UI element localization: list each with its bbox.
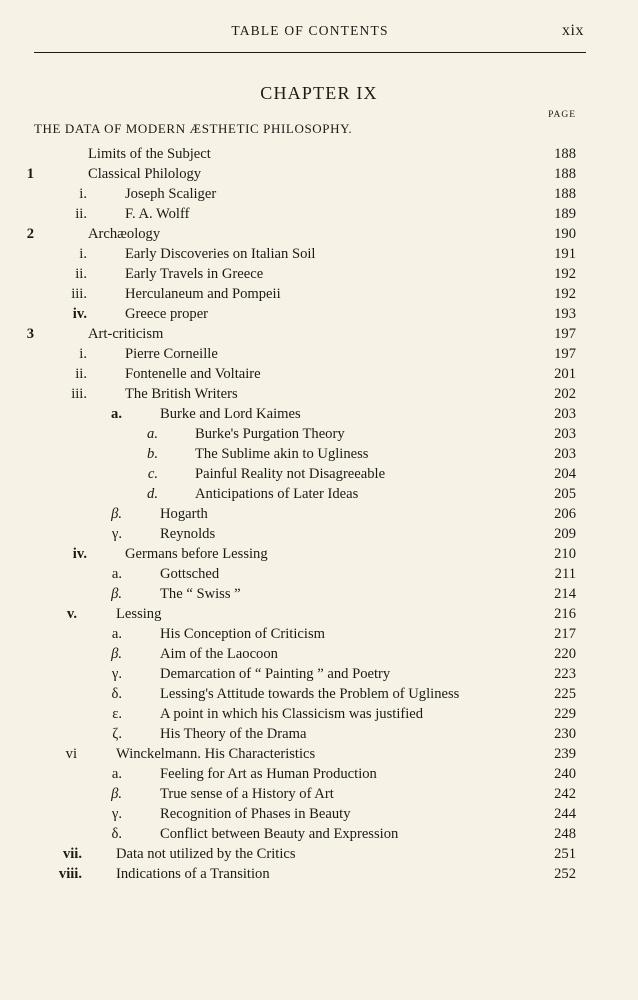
toc-entry (0, 664, 638, 684)
toc-entry (0, 644, 638, 664)
toc-entry-page: 214 (554, 586, 576, 602)
toc-entry-number: β. (111, 506, 122, 522)
toc-entry-number: β. (111, 586, 122, 602)
toc-entry-page: 211 (554, 566, 576, 582)
toc-entry (0, 464, 638, 484)
toc-entry-page: 240 (554, 766, 576, 782)
toc-entry-title: Classical Philology (88, 166, 202, 182)
toc-entry-number: 1 (26, 166, 34, 182)
toc-entry-title: Joseph Scaliger (125, 186, 217, 202)
toc-entry-page: 191 (554, 246, 576, 262)
toc-entry-number: iii. (71, 386, 87, 402)
toc-entry-title: Painful Reality not Disagreeable (195, 466, 386, 482)
toc-entry-title: Demarcation of “ Painting ” and Poetry (160, 666, 391, 682)
toc-entry-page: 248 (554, 826, 576, 842)
toc-entry-title: True sense of a History of Art (160, 786, 334, 802)
toc-entry-page: 188 (554, 166, 576, 182)
toc-entry-number: δ. (111, 686, 122, 702)
toc-entry-title: Early Discoveries on Italian Soil (125, 246, 316, 262)
toc-entry (0, 724, 638, 744)
toc-entry-number: b. (147, 446, 158, 462)
toc-entry-title: Pierre Corneille (125, 346, 218, 362)
toc-entry-title: Recognition of Phases in Beauty (160, 806, 351, 822)
toc-entry (0, 304, 638, 324)
toc-entry (0, 144, 638, 164)
toc-entry-title: Burke and Lord Kaimes (160, 406, 301, 422)
toc-entry-page: 203 (554, 406, 576, 422)
toc-entry-title: Data not utilized by the Critics (116, 846, 296, 862)
toc-entry-page: 190 (554, 226, 576, 242)
toc-entry (0, 584, 638, 604)
toc-entry-page: 203 (554, 426, 576, 442)
toc-entry-page: 197 (554, 326, 576, 342)
toc-entry-number: iii. (71, 286, 87, 302)
toc-entry-title: Hogarth (160, 506, 208, 522)
toc-entry-number: γ. (111, 666, 122, 682)
toc-entry-title: The “ Swiss ” (160, 586, 241, 602)
toc-entry-page: 230 (554, 726, 576, 742)
toc-entry (0, 164, 638, 184)
toc-entry (0, 364, 638, 384)
toc-entry-page: 193 (554, 306, 576, 322)
toc-entry (0, 484, 638, 504)
header-rule (34, 52, 586, 53)
toc-entry-title: Indications of a Transition (116, 866, 270, 882)
toc-entry-number: ε. (112, 706, 122, 722)
toc-entry-number: β. (111, 786, 122, 802)
toc-entry-number: c. (147, 466, 158, 482)
toc-entry-page: 192 (554, 286, 576, 302)
toc-entry (0, 504, 638, 524)
toc-entry-number: i. (79, 246, 87, 262)
toc-entry-page: 252 (554, 866, 576, 882)
toc-entry-title: His Theory of the Drama (160, 726, 307, 742)
toc-entry (0, 264, 638, 284)
toc-entry (0, 544, 638, 564)
toc-entry (0, 624, 638, 644)
toc-entry-page: 216 (554, 606, 576, 622)
toc-entry (0, 804, 638, 824)
toc-entry (0, 184, 638, 204)
toc-entry-page: 225 (554, 686, 576, 702)
toc-entry-page: 210 (554, 546, 576, 562)
page-number: xix (562, 22, 584, 39)
toc-entry-page: 205 (554, 486, 576, 502)
toc-entry-page: 217 (554, 626, 576, 642)
toc-entry-number: 2 (26, 226, 34, 242)
toc-entry-title: Reynolds (160, 526, 216, 542)
toc-entry-title: F. A. Wolff (125, 206, 190, 222)
toc-entry-number: d. (147, 486, 158, 502)
toc-entry-page: 204 (554, 466, 576, 482)
toc-entry-title: Lessing (116, 606, 162, 622)
toc-entry-number: ii. (75, 206, 87, 222)
toc-entry-number: vi (65, 746, 77, 762)
toc-entry (0, 684, 638, 704)
toc-entry-number: a. (147, 426, 158, 442)
toc-entry-page: 202 (554, 386, 576, 402)
toc-entry-number: a. (111, 566, 122, 582)
toc-entry-title: Burke's Purgation Theory (195, 426, 345, 442)
page-column-label: PAGE (548, 110, 576, 120)
toc-entry-page: 229 (554, 706, 576, 722)
toc-entry (0, 204, 638, 224)
toc-entry-number: ii. (75, 366, 87, 382)
toc-entry-title: Art-criticism (88, 326, 164, 342)
toc-entry-number: viii. (58, 866, 82, 882)
toc-entry-title: Winckelmann. His Characteristics (116, 746, 316, 762)
toc-entry-page: 188 (554, 146, 576, 162)
running-title: TABLE OF CONTENTS (231, 23, 389, 38)
toc-entry (0, 244, 638, 264)
toc-entry-title: Conflict between Beauty and Expression (160, 826, 399, 842)
toc-entry (0, 744, 638, 764)
toc-entry (0, 444, 638, 464)
toc-entry-number: a. (111, 766, 122, 782)
toc-entry-page: 242 (554, 786, 576, 802)
toc-entry-number: β. (111, 646, 122, 662)
toc-entry-page: 201 (554, 366, 576, 382)
toc-entry (0, 524, 638, 544)
toc-entry-number: a. (111, 406, 122, 422)
toc-entry-title: The British Writers (125, 386, 238, 402)
toc-entry-title: Limits of the Subject (88, 146, 211, 162)
toc-entry-number: a. (111, 626, 122, 642)
toc-entry-page: 192 (554, 266, 576, 282)
toc-entry (0, 224, 638, 244)
toc-entry-page: 197 (554, 346, 576, 362)
toc-entry-page: 206 (554, 506, 576, 522)
toc-entry (0, 564, 638, 584)
toc-entry-page: 189 (554, 206, 576, 222)
toc-entry (0, 784, 638, 804)
toc-entry-number: iv. (72, 306, 87, 322)
toc-entry-number: γ. (111, 526, 122, 542)
toc-entry (0, 844, 638, 864)
toc-entry (0, 424, 638, 444)
toc-entry-number: iv. (72, 546, 87, 562)
toc-entry (0, 824, 638, 844)
toc-entry-number: γ. (111, 806, 122, 822)
toc-entry-title: Fontenelle and Voltaire (125, 366, 261, 382)
toc-entry-number: v. (66, 606, 77, 622)
toc-entry-title: Aim of the Laocoon (160, 646, 278, 662)
toc-entry (0, 284, 638, 304)
toc-entry (0, 344, 638, 364)
toc-entry-page: 251 (554, 846, 576, 862)
toc-entry (0, 384, 638, 404)
toc-entry-page: 220 (554, 646, 576, 662)
toc-entry-number: ii. (75, 266, 87, 282)
toc-entry-page: 188 (554, 186, 576, 202)
toc-entry (0, 404, 638, 424)
toc-entry (0, 324, 638, 344)
toc-entry-title: Early Travels in Greece (125, 266, 264, 282)
toc-entry-title: Lessing's Attitude towards the Problem of Ugliness (160, 686, 460, 702)
toc-entry-number: vii. (62, 846, 82, 862)
chapter-heading: CHAPTER IX (260, 83, 378, 103)
toc-entry-page: 244 (554, 806, 576, 822)
toc-entry (0, 604, 638, 624)
toc-entry-title: Anticipations of Later Ideas (195, 486, 359, 502)
toc-entry-title: Germans before Lessing (125, 546, 268, 562)
toc-entry (0, 764, 638, 784)
toc-entry-page: 203 (554, 446, 576, 462)
toc-entry-number: δ. (111, 826, 122, 842)
toc-entry-number: ζ. (112, 726, 122, 742)
toc-entry-number: i. (79, 186, 87, 202)
toc-entry-title: Greece proper (125, 306, 209, 322)
toc-entry (0, 704, 638, 724)
section-title: THE DATA OF MODERN ÆSTHETIC PHILOSOPHY. (34, 121, 353, 136)
toc-entry-number: i. (79, 346, 87, 362)
toc-entry-title: A point in which his Classicism was justified (160, 706, 424, 722)
toc-list (0, 144, 638, 884)
toc-entry (0, 864, 638, 884)
toc-entry-title: The Sublime akin to Ugliness (195, 446, 369, 462)
running-head (34, 22, 586, 44)
toc-entry-number: 3 (26, 326, 34, 342)
toc-entry-title: Gottsched (160, 566, 220, 582)
toc-entry-title: His Conception of Criticism (160, 626, 325, 642)
toc-entry-title: Archæology (88, 226, 161, 242)
toc-entry-page: 239 (554, 746, 576, 762)
toc-entry-page: 209 (554, 526, 576, 542)
toc-entry-page: 223 (554, 666, 576, 682)
toc-entry-title: Feeling for Art as Human Production (160, 766, 377, 782)
toc-entry-title: Herculaneum and Pompeii (125, 286, 281, 302)
